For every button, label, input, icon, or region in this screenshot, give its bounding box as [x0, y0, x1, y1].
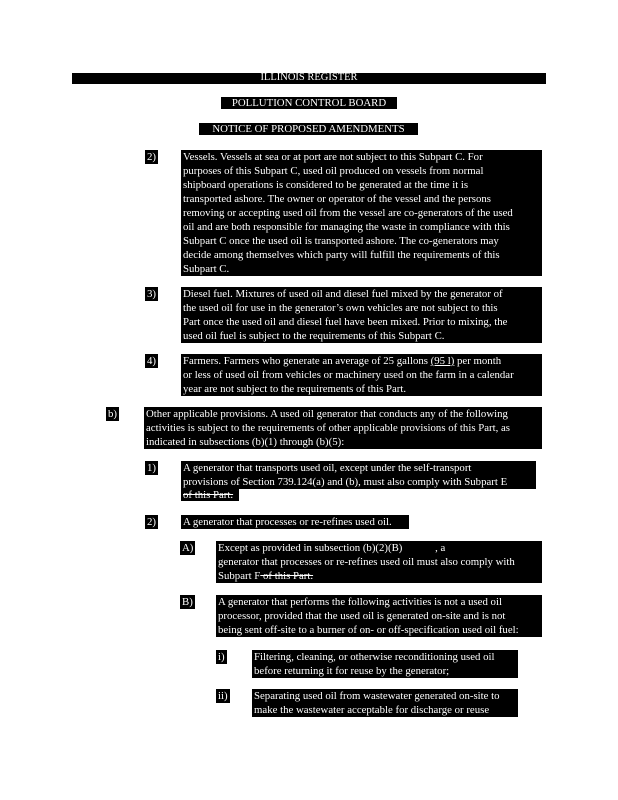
text-fragment: per month	[454, 355, 502, 367]
board-title: POLLUTION CONTROL BOARD	[221, 97, 397, 109]
text-line: Vessels. Vessels at sea or at port are not subject to this Subpart C. For	[183, 151, 483, 163]
text-fragment: , a	[435, 542, 446, 554]
text-line: Filtering, cleaning, or otherwise reconditioning used oil	[254, 651, 495, 663]
text-line: used oil fuel is subject to the requirements of this Subpart C.	[183, 330, 445, 342]
text-line: year are not subject to the requirements of this Part.	[183, 383, 407, 395]
item-b-marker: b)	[108, 408, 117, 420]
text-line: oil and are both responsible for managing the waste in compliance with this	[183, 221, 510, 233]
item-a4-marker: 4)	[147, 355, 156, 367]
item-b2-marker: 2)	[147, 516, 156, 528]
text-line: removing or accepting used oil from the vessel are co-generators of the used	[183, 207, 513, 219]
text-line: A generator that processes or re-refines used oil.	[183, 516, 392, 528]
item-b2A-text	[216, 541, 542, 583]
text-line: activities is subject to the requirements of other applicable provisions of this Part, as	[146, 422, 511, 434]
notice-title: NOTICE OF PROPOSED AMENDMENTS	[199, 123, 418, 135]
deleted-text: of this Part.	[260, 570, 314, 582]
inserted-text: (95 l)	[430, 355, 455, 367]
text-line: Subpart C.	[183, 263, 230, 275]
text-line: indicated in subsections (b)(1) through (b)(5):	[146, 436, 345, 448]
text-line	[216, 541, 542, 555]
text-line	[216, 569, 542, 583]
item-b2A-marker: A)	[182, 542, 194, 554]
item-b2B-text	[216, 595, 542, 637]
text-fragment: Farmers. Farmers who generate an average of 25 gallons	[183, 355, 431, 367]
text-line: provisions of Section 739.124(a) and (b), must also comply with Subpart E	[183, 476, 508, 488]
item-b1-marker: 1)	[147, 462, 156, 474]
text-line: being sent off-site to a burner of on- or off-specification used oil fuel:	[218, 624, 519, 636]
item-b2-text	[181, 515, 409, 529]
item-b-text	[144, 407, 542, 449]
text-line: the used oil for use in the generator’s own vehicles are not subject to this	[183, 302, 498, 314]
text-line: A generator that performs the following activities is not a used oil	[218, 596, 502, 608]
item-b2B-marker: B)	[182, 596, 193, 608]
text-fragment: Except as provided in subsection (b)(2)(B)	[218, 542, 406, 554]
text-line: purposes of this Subpart C, used oil produced on vessels from normal	[183, 165, 484, 177]
text-fragment: Subpart F	[218, 570, 261, 582]
item-b2Bi-text	[252, 650, 518, 678]
item-a3-marker: 3)	[147, 288, 156, 300]
item-b2Bii-marker: ii)	[218, 690, 228, 702]
item-a2-text	[181, 150, 542, 276]
text-line: Diesel fuel. Mixtures of used oil and diesel fuel mixed by the generator of	[183, 288, 503, 300]
deleted-text: of this Part.	[183, 489, 234, 501]
item-a2-marker: 2)	[147, 151, 156, 163]
text-line: shipboard operations is considered to be generated at the time it is	[183, 179, 469, 191]
text-line: Separating used oil from wastewater generated on-site to	[254, 690, 500, 702]
item-a4-text	[181, 354, 542, 396]
item-b1-struck	[181, 489, 239, 501]
item-b2Bii-text	[252, 689, 518, 717]
text-line: Other applicable provisions. A used oil generator that conducts any of the following	[146, 408, 508, 420]
register-title: ILLINOIS REGISTER	[260, 72, 358, 83]
text-line: transported ashore. The owner or operator of the vessel and the persons	[183, 193, 492, 205]
text-line: before returning it for reuse by the generator;	[254, 665, 450, 677]
item-a3-text	[181, 287, 542, 343]
text-line: make the wastewater acceptable for discharge or reuse	[254, 704, 490, 716]
text-line: A generator that transports used oil, except under the self-transport	[183, 462, 472, 474]
text-line: Part once the used oil and diesel fuel have been mixed. Prior to mixing, the	[183, 316, 508, 328]
item-b1-text	[181, 461, 536, 489]
text-line: processor, provided that the used oil is generated on-site and is not	[218, 610, 506, 622]
text-line	[181, 354, 542, 368]
text-line: decide among themselves which party will fulfill the requirements of this	[183, 249, 500, 261]
text-line: generator that processes or re-refines used oil must also comply with	[218, 556, 515, 568]
text-line: Subpart C once the used oil is transported ashore. The co-generators may	[183, 235, 499, 247]
text-line: or less of used oil from vehicles or machinery used on the farm in a calendar	[183, 369, 514, 381]
item-b2Bi-marker: i)	[218, 651, 225, 663]
